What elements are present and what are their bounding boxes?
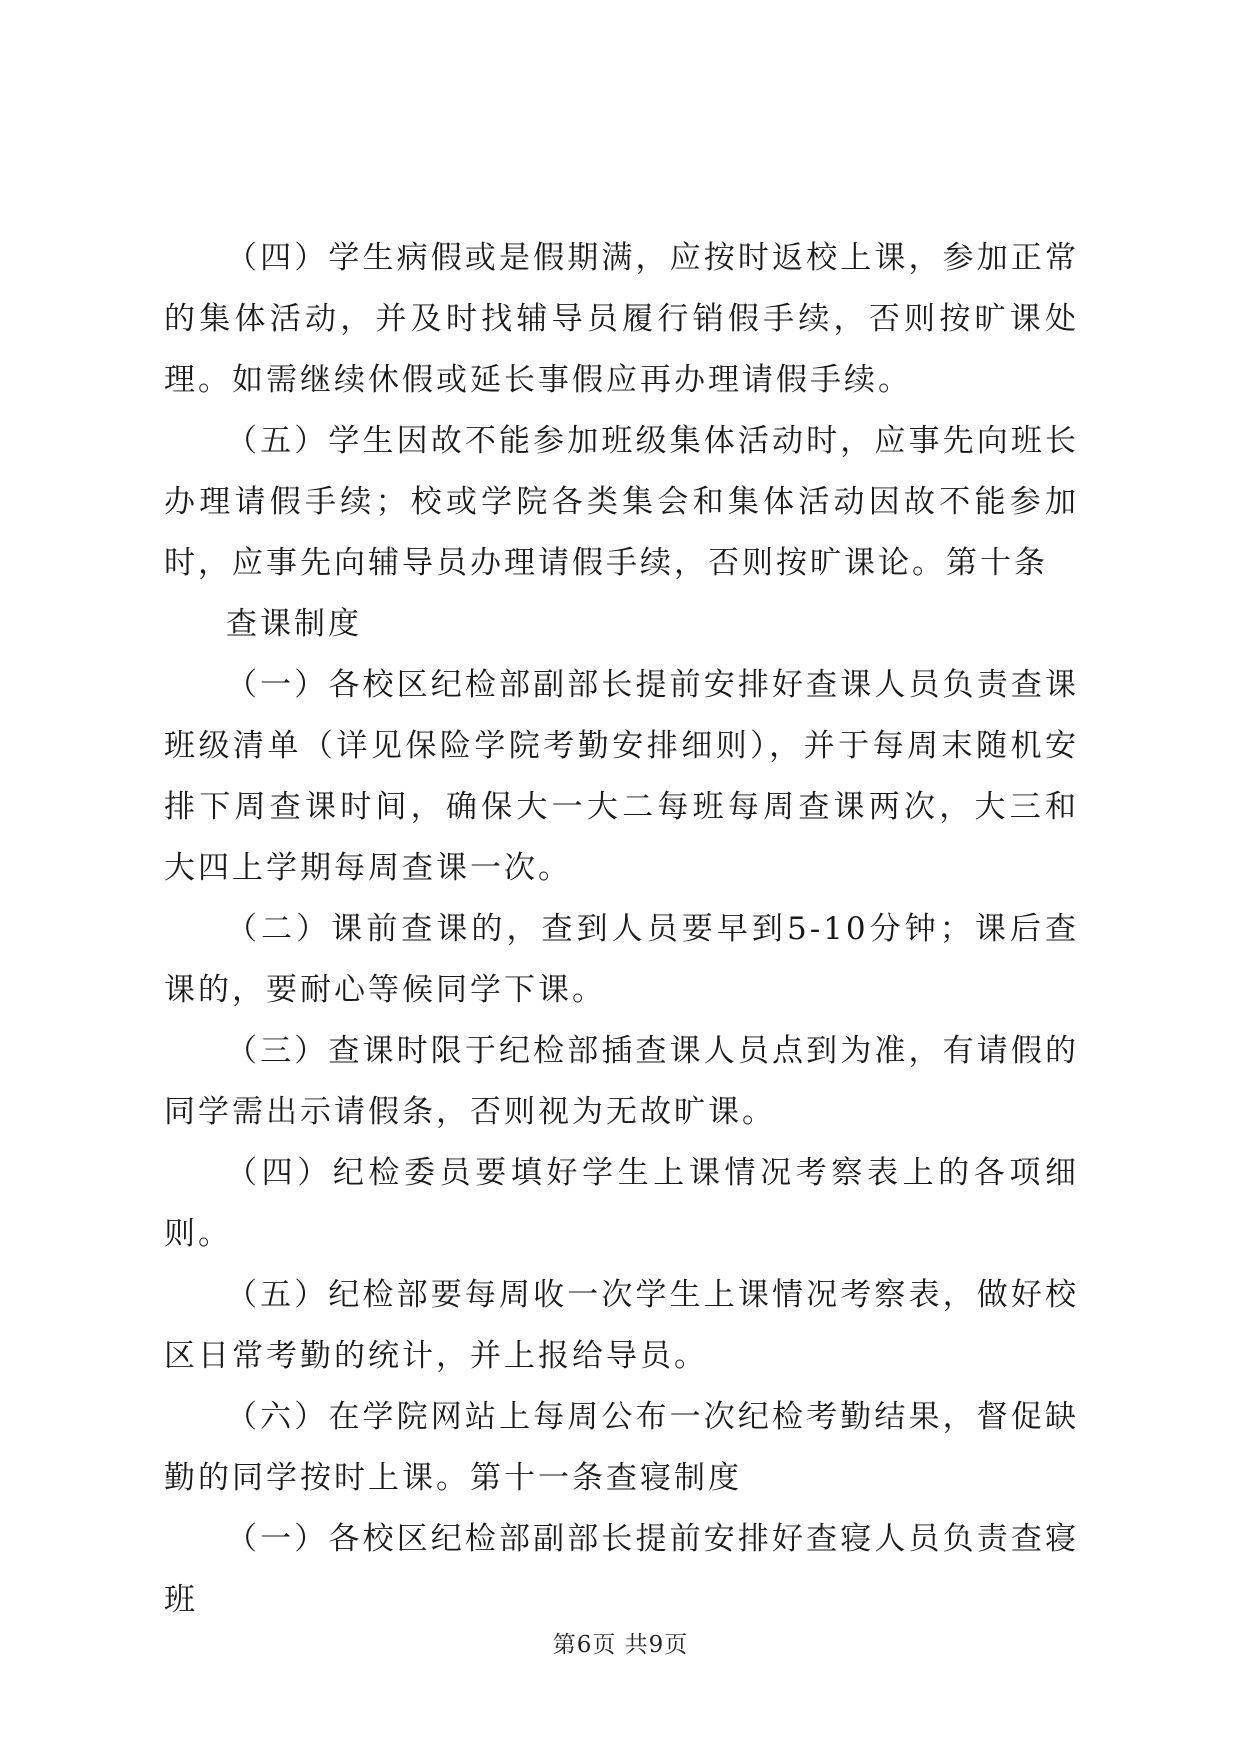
document-body (164, 228, 1079, 1631)
page-number-footer: 第6页 共9页 (552, 1632, 689, 1658)
paragraph-class-check-2: （二）课前查课的，查到人员要早到5-10分钟；课后查课的，要耐心等候同学下课。 (164, 911, 1079, 1008)
paragraph-class-check-3: （三）查课时限于纪检部插查课人员点到为准，有请假的同学需出示请假条，否则视为无故旷课。 (164, 1033, 1079, 1130)
paragraph-class-check-6: （六）在学院网站上每周公布一次纪检考勤结果，督促缺勤的同学按时上课。第十一条查寝制度 (164, 1399, 1079, 1496)
paragraph-class-activity-leave: （五）学生因故不能参加班级集体活动时，应事先向班长办理请假手续；校或学院各类集会和集体活动因故不能参加时，应事先向辅导员办理请假手续，否则按旷课论。第十条 (164, 423, 1079, 581)
paragraph-class-check-1: （一）各校区纪检部副部长提前安排好查课人员负责查课班级清单（详见保险学院考勤安排细则），并于每周末随机安排下周查课时间，确保大一大二每班每周查课两次，大三和大四上学期每周查课一次。 (164, 667, 1079, 886)
section-heading-class-check: 查课制度 (226, 606, 362, 642)
paragraph-class-check-5: （五）纪检部要每周收一次学生上课情况考察表，做好校区日常考勤的统计，并上报给导员。 (164, 1277, 1079, 1374)
paragraph-dorm-check-1: （一）各校区纪检部副部长提前安排好查寝人员负责查寝班 (164, 1521, 1079, 1618)
paragraph-sick-leave-return: （四）学生病假或是假期满，应按时返校上课，参加正常的集体活动，并及时找辅导员履行销假手续，否则按旷课处理。如需继续休假或延长事假应再办理请假手续。 (164, 240, 1079, 398)
paragraph-class-check-4: （四）纪检委员要填好学生上课情况考察表上的各项细则。 (164, 1155, 1079, 1252)
